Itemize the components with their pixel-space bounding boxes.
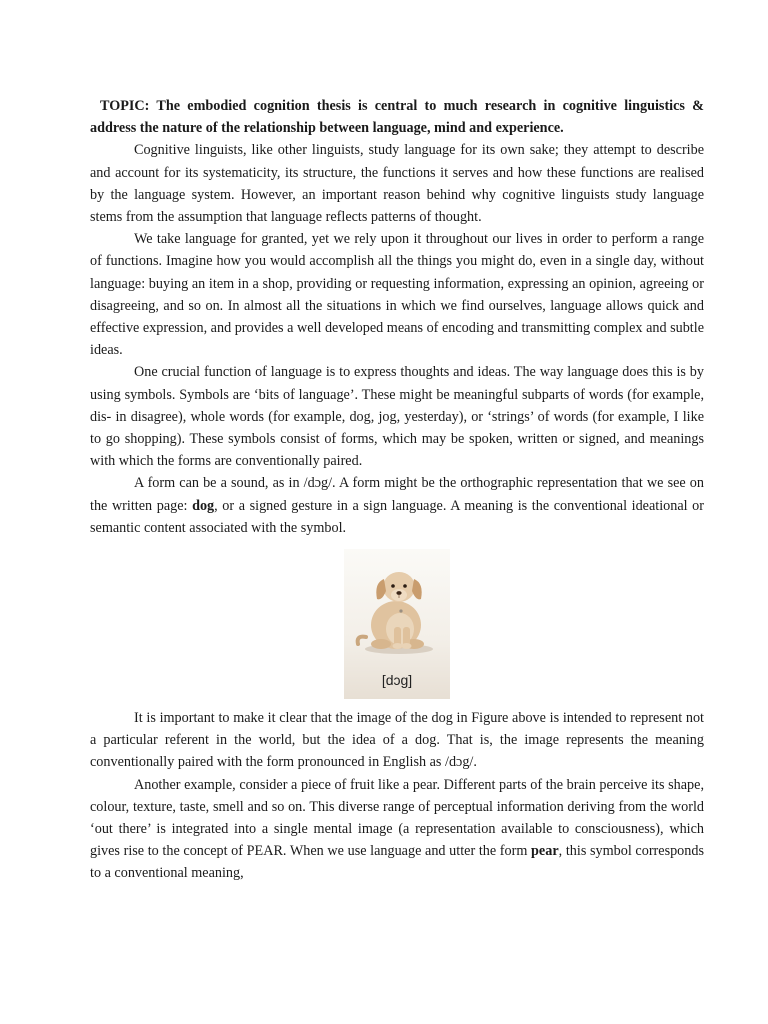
paragraph-6-text-b: , this symbol corresponds to a conventional meaning, [90,843,704,882]
paragraph-1: Cognitive linguists, like other linguists, study language for its own sake; they attempt to describe and account for its systematicity, its structure, the functions it serves and how these functions are realised by the language system. However, an important reason behind why cognitive linguists study language stems from the assumption that language reflects patterns of thought. [90,142,704,226]
paragraph-4 [90,472,704,539]
paragraph-6-bold-word: pear [531,843,559,860]
figure-caption: [dɔg] [381,671,413,688]
paragraph-5: It is important to make it clear that the image of the dog in Figure above is intended to represent not a particular referent in the world, but the idea of a dog. That is, the image represents the meaning conventionally paired with the form pronounced in English as /dɔg/. [90,710,704,771]
paragraph-4-text-b: , or a signed gesture in a sign language. A meaning is the conventional ideational or semantic content associated with the symbol. [90,497,704,536]
paragraph-4-bold-word: dog [192,497,215,514]
paragraph-4-text-a: A form can be a sound, as in /dɔg/. A form might be the orthographic representation that we see on the written page: [90,475,704,514]
dog-figure [344,549,450,699]
paragraph-2: We take language for granted, yet we rely upon it throughout our lives in order to perform a range of functions. Imagine how you would accomplish all the things you might do, even in a single day, without language: buying an item in a shop, providing or requesting information, expressing an opinion, agreeing or disagreeing, and so on. In almost all the situations in which we find ourselves, language allows quick and effective expression, and provides a well developed means of encoding and transmitting complex and subtle ideas. [90,231,704,359]
paragraph-6-text-a: Another example, consider a piece of fruit like a pear. Different parts of the brain perceive its shape, colour, texture, taste, smell and so on. This diverse range of perceptual information deriving from the world ‘out there’ is integrated into a single mental image (a representation available to consciousness), which gives rise to the concept of PEAR. When we use language and utter the form [90,776,704,860]
paragraph-3: One crucial function of language is to express thoughts and ideas. The way language does this is by using symbols. Symbols are ‘bits of language’. These might be meaningful subparts of words (for example, dis- in disagree), whole words (for example, dog, jog, yesterday), or ‘strings’ of words (for example, I like to go shopping). These symbols consist of forms, which may be spoken, written or signed, and meanings with which the forms are conventionally paired. [90,364,704,470]
paragraph-6 [90,774,704,885]
topic-heading: TOPIC: The embodied cognition thesis is central to much research in cognitive linguistics & address the nature of the relationship between language, mind and experience. [90,98,704,137]
document-page [90,95,704,885]
